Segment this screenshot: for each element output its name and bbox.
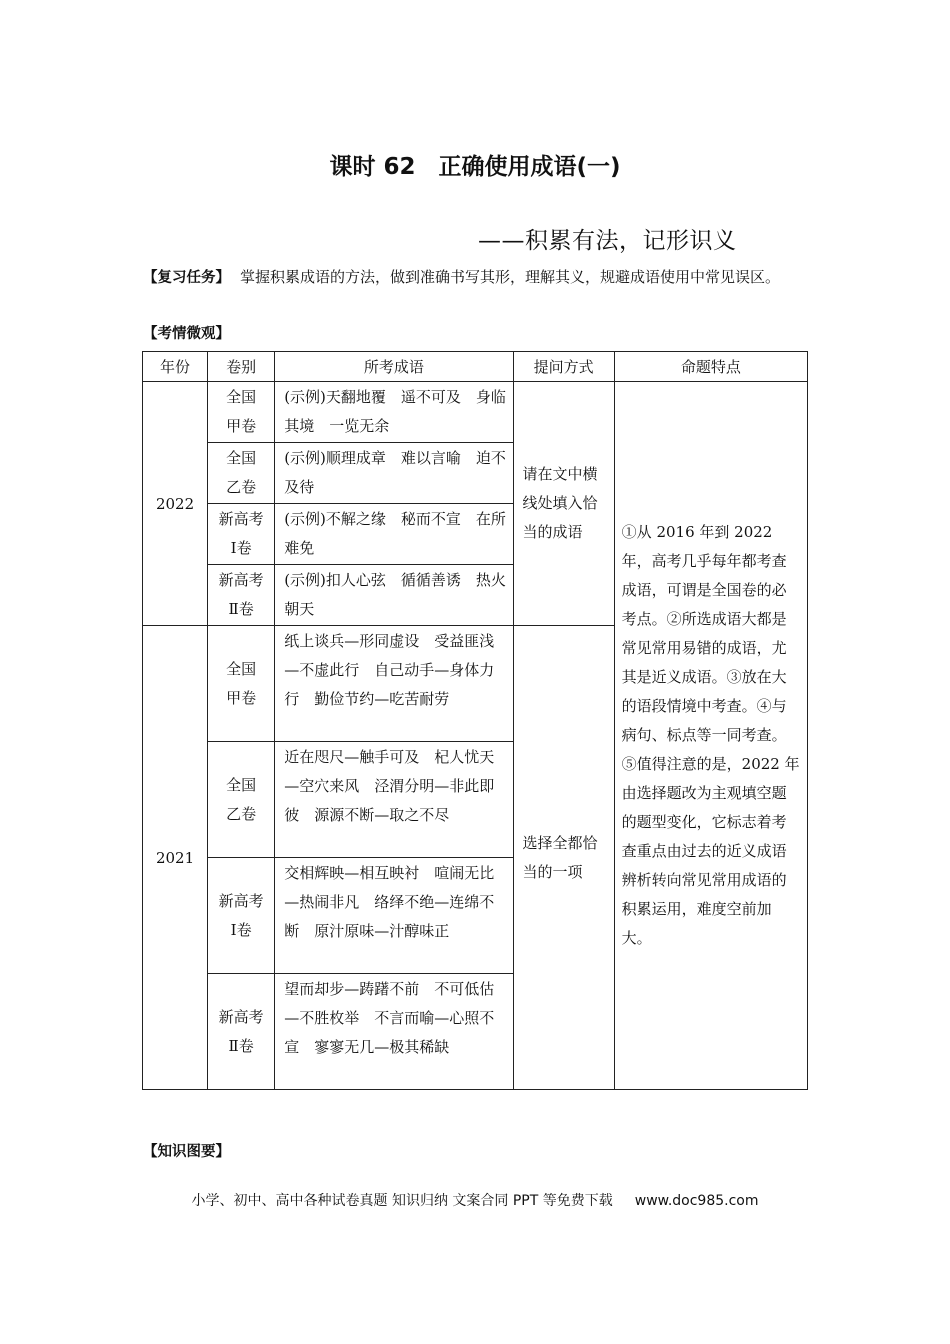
volume-cell: 新高考 Ⅰ卷 — [208, 504, 275, 565]
section-exam-overview-label: 【考情微观】 — [143, 326, 230, 342]
volume-cell: 新高考 Ⅰ卷 — [208, 858, 275, 974]
footer-text: 小学、初中、高中各种试卷真题 知识归纳 文案合同 PPT 等免费下载 — [191, 1193, 613, 1209]
year-cell: 2022 — [143, 382, 208, 626]
volume-cell: 新高考 Ⅱ卷 — [208, 974, 275, 1090]
review-task-text: 掌握积累成语的方法，做到准确书写其形，理解其义，规避成语使用中常见误区。 — [240, 268, 781, 286]
exam-table — [142, 351, 808, 1090]
page-subtitle: ——积累有法，记形识义 — [478, 228, 737, 254]
table-row — [143, 382, 808, 443]
section-knowledge-map-label: 【知识图要】 — [143, 1144, 230, 1160]
idioms-cell: (示例)扣人心弦 循循善诱 热火朝天 — [275, 565, 513, 626]
review-task-label: 【复习任务】 — [143, 270, 230, 286]
method-cell: 选择全都恰当的一项 — [513, 626, 614, 1090]
features-cell: ①从 2016 年到 2022 年，高考几乎每年都考查成语，可谓是全国卷的必考点。②所选成语大都是常见常用易错的成语，尤其是近义成语。③放在大的语段情境中考查。④与病句、标点等一同考查。⑤值得注意的是，2022 年由选择题改为主观填空题的题型变化，它标志着考查重点由过去的近义成语辨析转向常见常用成语的积累运用，难度空前加大。 — [614, 382, 807, 1090]
idioms-cell: 望而却步—踌躇不前 不可低估—不胜枚举 不言而喻—心照不宣 寥寥无几—极其稀缺 — [275, 974, 513, 1090]
header-volume: 卷别 — [208, 352, 275, 382]
header-year: 年份 — [143, 352, 208, 382]
volume-cell: 全国 乙卷 — [208, 742, 275, 858]
page-title: 课时 62 正确使用成语(一) — [329, 154, 621, 180]
volume-cell: 全国 甲卷 — [208, 626, 275, 742]
idioms-cell: 近在咫尺—触手可及 杞人忧天—空穴来风 泾渭分明—非此即彼 源源不断—取之不尽 — [275, 742, 513, 858]
idioms-cell: 纸上谈兵—形同虚设 受益匪浅—不虚此行 自己动手—身体力行 勤俭节约—吃苦耐劳 — [275, 626, 513, 742]
volume-cell: 新高考 Ⅱ卷 — [208, 565, 275, 626]
review-task — [143, 263, 809, 293]
idioms-cell: 交相辉映—相互映衬 喧闹无比—热闹非凡 络绎不绝—连绵不断 原汁原味—汁醇味正 — [275, 858, 513, 974]
method-cell: 请在文中横线处填入恰当的成语 — [513, 382, 614, 626]
table-header-row — [143, 352, 808, 382]
header-method: 提问方式 — [513, 352, 614, 382]
page-footer — [0, 1190, 950, 1210]
header-features: 命题特点 — [614, 352, 807, 382]
idioms-cell: (示例)顺理成章 难以言喻 迫不及待 — [275, 443, 513, 504]
header-idioms: 所考成语 — [275, 352, 513, 382]
footer-url[interactable]: www.doc985.com — [634, 1193, 759, 1209]
volume-cell: 全国 乙卷 — [208, 443, 275, 504]
volume-cell: 全国 甲卷 — [208, 382, 275, 443]
year-cell: 2021 — [143, 626, 208, 1090]
idioms-cell: (示例)不解之缘 秘而不宣 在所难免 — [275, 504, 513, 565]
idioms-cell: (示例)天翻地覆 遥不可及 身临其境 一览无余 — [275, 382, 513, 443]
